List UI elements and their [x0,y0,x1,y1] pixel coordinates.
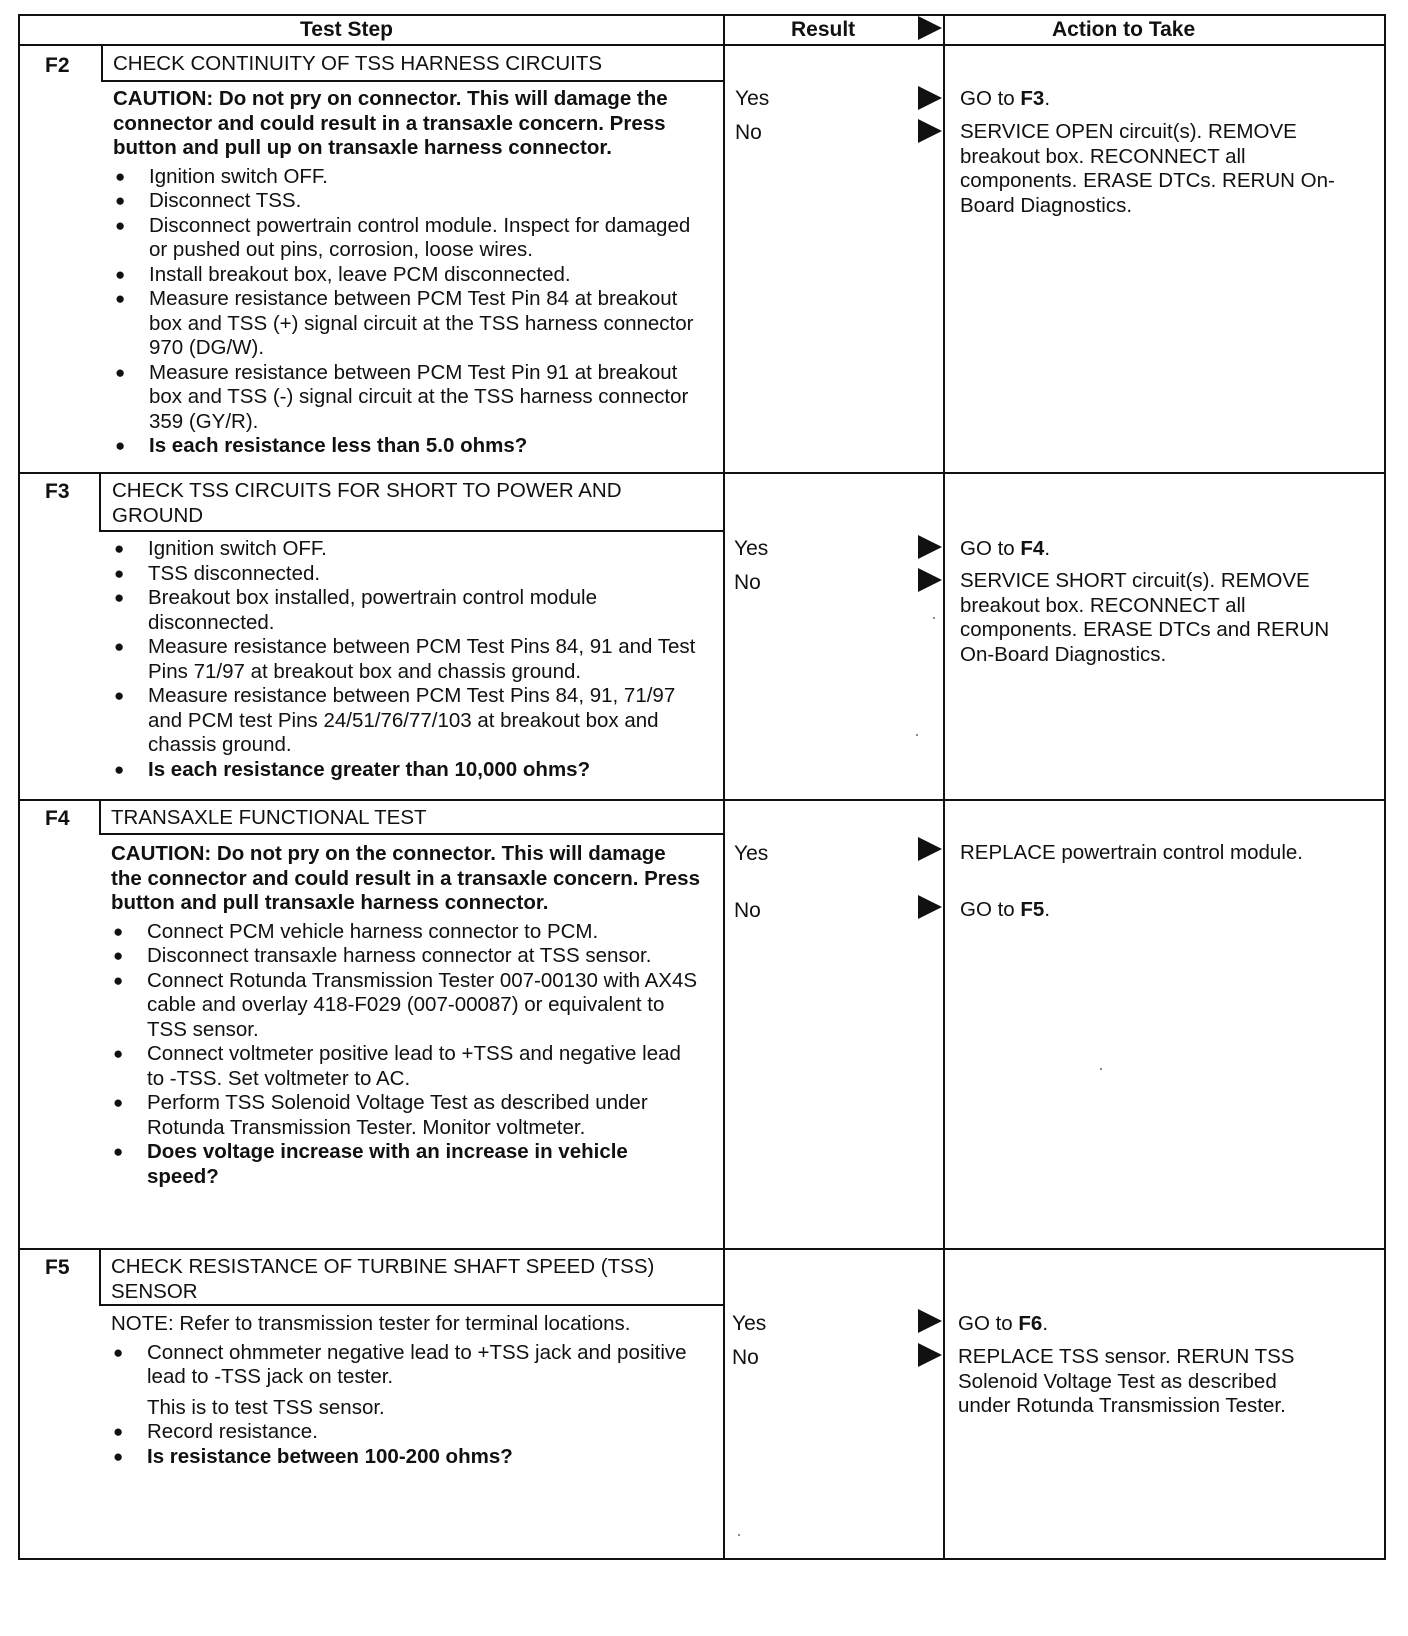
action-step-ref: F6 [1018,1312,1043,1335]
action-yes [960,87,1360,112]
action-suffix: . [1044,87,1051,110]
arrow-icon [918,1343,942,1367]
arrow-icon [918,837,942,861]
step-title: TRANSAXLE FUNCTIONAL TEST [111,806,427,829]
step-id-divider [101,44,103,82]
scan-speck [916,734,918,736]
step-title: CHECK RESISTANCE OF TURBINE SHAFT SPEED (TSS) SENSOR [111,1255,655,1303]
question-item: ● Is resistance between 100-200 ohms? [111,1445,701,1470]
row-divider [18,799,1386,801]
step-body [113,87,703,459]
question-item: ● Does voltage increase with an increase in vehicle speed? [111,1140,701,1189]
step-title-underline [99,530,723,532]
arrow-icon [918,535,942,559]
note-text: NOTE: Refer to transmission tester for terminal locations. [111,1312,631,1335]
action-no [958,1345,1308,1419]
action-yes [958,1312,1358,1337]
arrow-icon [918,119,942,143]
list-item: ● Ignition switch OFF. [113,165,703,190]
result-no: No [734,571,761,594]
list-item: ● Connect voltmeter positive lead to +TSS and negative lead to -TSS. Set voltmeter to AC. [111,1042,701,1091]
list-item: ● Measure resistance between PCM Test Pin 91 at breakout box and TSS (-) signal circuit at the TSS harness connector 359 (GY/R). [113,361,703,435]
list-item: ● Measure resistance between PCM Test Pin 84 at breakout box and TSS (+) signal circuit at the TSS harness connector 970 (DG/W). [113,287,703,361]
step-title: CHECK CONTINUITY OF TSS HARNESS CIRCUITS [113,52,603,75]
action-no [960,898,1360,923]
scan-speck [1100,1068,1102,1070]
result-yes: Yes [734,537,769,560]
step-id-divider [99,799,101,835]
arrow-icon [918,895,942,919]
step-title-underline [101,80,723,82]
result-no: No [734,899,761,922]
result-no: No [735,121,762,144]
column-divider-action [943,14,945,1560]
list-item: ● Connect PCM vehicle harness connector to PCM. [111,920,701,945]
action-no [960,120,1360,218]
header-result: Result [791,18,856,41]
header-divider [18,44,1386,46]
list-item: ● Measure resistance between PCM Test Pins 84, 91 and Test Pins 71/97 at breakout box and chassis ground. [112,635,702,684]
list-item: ● Disconnect TSS. [113,189,703,214]
step-id-divider [99,1248,101,1306]
result-no: No [732,1346,759,1369]
header-arrow-icon [918,16,942,40]
step-title-underline [99,1304,723,1306]
action-step-ref: F4 [1020,537,1045,560]
sub-text: This is to test TSS sensor. [147,1395,385,1419]
list-item: ● Connect Rotunda Transmission Tester 007-00130 with AX4S cable and overlay 418-F029 (007-00087) or equivalent to TSS sensor. [111,969,701,1043]
result-yes: Yes [734,842,769,865]
bullet-list [111,920,701,1190]
action-text: GO to [958,1312,1019,1335]
row-divider [18,472,1386,474]
question-item: ● Is each resistance greater than 10,000 ohms? [112,758,702,783]
bullet-list [111,1420,701,1469]
action-suffix: . [1044,898,1051,921]
list-item: ● Ignition switch OFF. [112,537,702,562]
action-suffix: . [1042,1312,1049,1335]
action-yes [960,537,1360,562]
list-item: ● Measure resistance between PCM Test Pins 84, 91, 71/97 and PCM test Pins 24/51/76/77/103 at breakout box and chassis ground. [112,684,702,758]
step-id: F5 [45,1256,70,1279]
step-title: CHECK TSS CIRCUITS FOR SHORT TO POWER AND GROUND [112,479,622,527]
step-id: F4 [45,807,70,830]
action-step-ref: F3 [1020,87,1045,110]
list-item: ● Install breakout box, leave PCM disconnected. [113,263,703,288]
action-text: SERVICE SHORT circuit(s). REMOVE breakout box. RECONNECT all components. ERASE DTCs and RERUN On-Board Diagnostics. [960,569,1330,666]
caution-text: CAUTION: Do not pry on the connector. This will damage the connector and could result in a transaxle concern. Press button and pull transaxle harness connector. [111,842,700,914]
result-yes: Yes [732,1312,767,1335]
row-divider [18,1248,1386,1250]
result-yes: Yes [735,87,770,110]
list-item: ● Disconnect powertrain control module. Inspect for damaged or pushed out pins, corrosion, loose wires. [113,214,703,263]
action-step-ref: F5 [1020,898,1045,921]
action-text: REPLACE powertrain control module. [960,841,1303,864]
step-body [111,1312,701,1469]
action-text: SERVICE OPEN circuit(s). REMOVE breakout box. RECONNECT all components. ERASE DTCs. RERUN On-Board Diagnostics. [960,120,1335,217]
list-item: ● Perform TSS Solenoid Voltage Test as described under Rotunda Transmission Tester. Monitor voltmeter. [111,1091,701,1140]
arrow-icon [918,86,942,110]
header-test-step: Test Step [300,18,393,41]
question-item: ● Is each resistance less than 5.0 ohms? [113,434,703,459]
arrow-icon [918,568,942,592]
list-item: ● TSS disconnected. [112,562,702,587]
action-text: REPLACE TSS sensor. RERUN TSS Solenoid Voltage Test as described under Rotunda Transmission Tester. [958,1345,1295,1417]
list-item: ● Disconnect transaxle harness connector at TSS sensor. [111,944,701,969]
step-body [112,537,702,782]
step-id: F3 [45,480,70,503]
bullet-list [111,1341,701,1390]
list-item: ● Breakout box installed, powertrain control module disconnected. [112,586,702,635]
action-yes [960,841,1340,866]
action-text: GO to [960,537,1021,560]
step-body [111,842,701,1189]
list-item: ● Connect ohmmeter negative lead to +TSS jack and positive lead to -TSS jack on tester. [111,1341,701,1390]
caution-text: CAUTION: Do not pry on connector. This will damage the connector and could result in a transaxle concern. Press button and pull up on transaxle harness connector. [113,87,668,159]
arrow-icon [918,1309,942,1333]
scan-speck [738,1534,740,1536]
bullet-list [113,165,703,459]
scan-speck [933,617,935,619]
step-title-underline [99,833,723,835]
action-text: GO to [960,898,1021,921]
list-item: ● Record resistance. [111,1420,701,1445]
header-action: Action to Take [1052,18,1196,41]
action-no [960,569,1360,667]
action-text: GO to [960,87,1021,110]
bullet-list [112,537,702,782]
column-divider-result [723,14,725,1560]
action-suffix: . [1044,537,1051,560]
step-id-divider [99,472,101,532]
step-id: F2 [45,54,70,77]
